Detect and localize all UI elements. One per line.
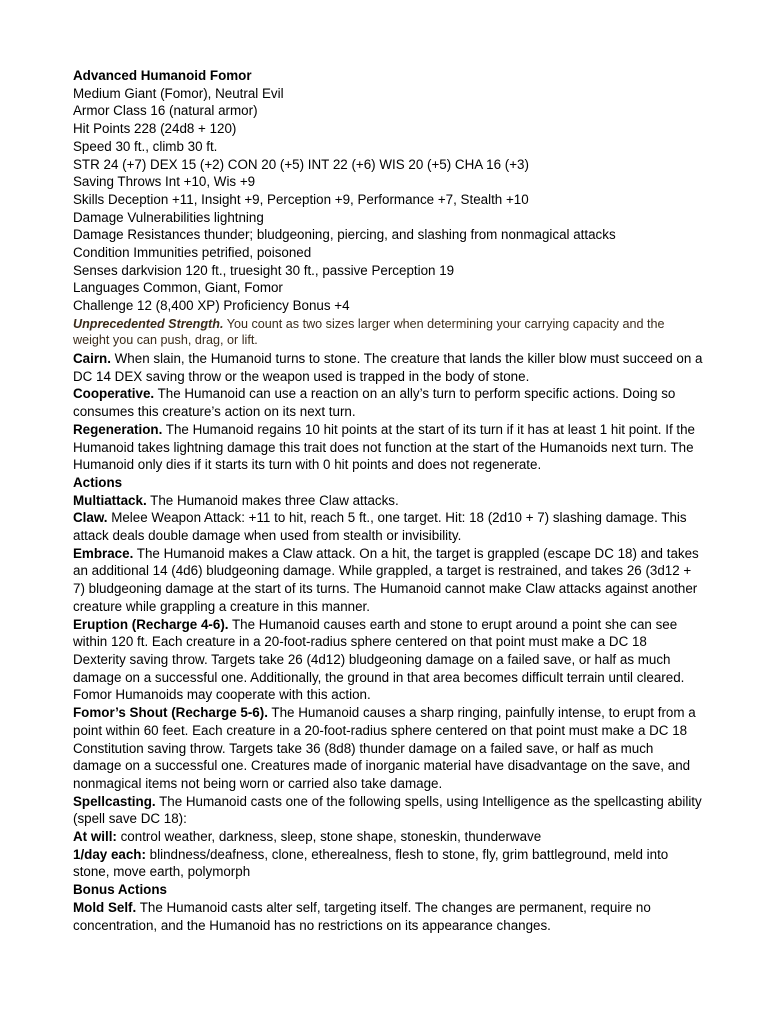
challenge: Challenge 12 (8,400 XP) Proficiency Bonus +4 (73, 298, 350, 314)
armor-class: Armor Class 16 (natural armor) (73, 103, 258, 119)
action-name: Fomor’s Shout (Recharge 5-6). (73, 705, 268, 721)
action-spellcasting (73, 793, 703, 828)
action-multiattack (73, 492, 703, 510)
action-name: Eruption (Recharge 4-6). (73, 616, 229, 632)
action-text: The Humanoid makes three Claw attacks. (146, 492, 399, 508)
hit-points: Hit Points 228 (24d8 + 120) (73, 121, 237, 137)
trait-name: Regeneration. (73, 421, 163, 437)
languages: Languages Common, Giant, Fomor (73, 280, 283, 296)
action-text: Melee Weapon Attack: +11 to hit, reach 5 ft., one target. Hit: 18 (2d10 + 7) slashing damage. This attack deals double damage when used from stealth or invisibility. (73, 510, 687, 544)
type-line: Medium Giant (Fomor), Neutral Evil (73, 85, 284, 101)
trait-text: You count as two sizes larger when determining your carrying capacity and the weight you can push, drag, or lift. (73, 316, 665, 348)
bonus-action-text: The Humanoid casts alter self, targeting itself. The changes are permanent, require no concentration, and the Humanoid has no restrictions on its appearance changes. (73, 899, 651, 933)
action-embrace (73, 545, 703, 616)
bonus-action-mold-self (73, 899, 703, 934)
stat-block (73, 67, 703, 934)
trait-text: The Humanoid can use a reaction on an ally’s turn to perform specific actions. Doing so consumes this creature’s action on its next turn. (73, 386, 676, 420)
action-eruption (73, 616, 703, 705)
bonus-actions-heading: Bonus Actions (73, 882, 167, 898)
trait-cooperative (73, 385, 703, 420)
trait-name: Unprecedented Strength. (73, 316, 224, 331)
trait-text: The Humanoid regains 10 hit points at the start of its turn if it has at least 1 hit point. If the Humanoid takes lightning damage this trait does not function at the start of the Humanoids next turn. The Humanoid only dies if it starts its turn with 0 hit points and does not regenerate. (73, 421, 695, 473)
trait-name: Cairn. (73, 351, 111, 367)
action-text: The Humanoid causes a sharp ringing, painfully intense, to erupt from a point within 60 feet. Each creature in a 20-foot-radius sphere centered on that point must make a DC 18 Constitution saving throw. Targets take 36 (8d8) thunder damage on a failed save, or half as much damage on a successful one. Creatures made of inorganic material have disadvantage on the save, and nonmagical items not being worn or carried also take damage. (73, 705, 696, 791)
saving-throws: Saving Throws Int +10, Wis +9 (73, 174, 256, 190)
action-name: Multiattack. (73, 492, 147, 508)
speed: Speed 30 ft., climb 30 ft. (73, 138, 218, 154)
trait-unprecedented-strength (73, 316, 703, 349)
action-name: Embrace. (73, 545, 134, 561)
damage-resistances: Damage Resistances thunder; bludgeoning, piercing, and slashing from nonmagical attacks (73, 227, 616, 243)
spell-list: blindness/deafness, clone, etherealness, flesh to stone, fly, grim battleground, meld into stone, move earth, polymorph (73, 846, 669, 880)
spells-at-will (73, 828, 703, 846)
spell-frequency: At will: (73, 829, 117, 845)
action-claw (73, 509, 703, 544)
bonus-action-name: Mold Self. (73, 899, 137, 915)
action-name: Spellcasting. (73, 793, 156, 809)
spell-list: control weather, darkness, sleep, stone shape, stoneskin, thunderwave (116, 829, 542, 845)
stat-block-title: Advanced Humanoid Fomor (73, 68, 252, 83)
ability-scores: STR 24 (+7) DEX 15 (+2) CON 20 (+5) INT 22 (+6) WIS 20 (+5) CHA 16 (+3) (73, 156, 529, 172)
spells-per-day (73, 846, 703, 881)
trait-name: Cooperative. (73, 386, 155, 402)
actions-heading: Actions (73, 474, 123, 490)
condition-immunities: Condition Immunities petrified, poisoned (73, 245, 312, 261)
action-fomors-shout (73, 704, 703, 793)
trait-regeneration (73, 421, 703, 474)
spell-frequency: 1/day each: (73, 846, 146, 862)
trait-cairn (73, 350, 703, 385)
action-name: Claw. (73, 510, 108, 526)
action-text: The Humanoid makes a Claw attack. On a hit, the target is grappled (escape DC 18) and takes an additional 14 (4d6) bludgeoning damage. While grappled, a target is restrained, and takes 26 (3d12 + 7) bludgeoning damage at the start of its turns. The Humanoid cannot make Claw attacks against another creature while grappling a creature in this manner. (73, 545, 699, 614)
trait-text: When slain, the Humanoid turns to stone. The creature that lands the killer blow must succeed on a DC 14 DEX saving throw or the weapon used is trapped in the body of stone. (73, 351, 703, 384)
action-text: The Humanoid casts one of the following spells, using Intelligence as the spellcasting ability (spell save DC 18): (73, 793, 702, 827)
damage-vulnerabilities: Damage Vulnerabilities lightning (73, 209, 264, 225)
senses: Senses darkvision 120 ft., truesight 30 ft., passive Perception 19 (73, 262, 455, 278)
action-text: The Humanoid causes earth and stone to erupt around a point she can see within 120 ft. Each creature in a 20-foot-radius sphere centered on that point must make a DC 18 Dexterity saving throw. Targets take 26 (4d12) bludgeoning damage on a failed save, or half as much damage on a successful one. Additionally, the ground in that area becomes difficult terrain until cleared. Fomor Humanoids may cooperate with this action. (73, 616, 685, 703)
skills: Skills Deception +11, Insight +9, Perception +9, Performance +7, Stealth +10 (73, 191, 529, 207)
